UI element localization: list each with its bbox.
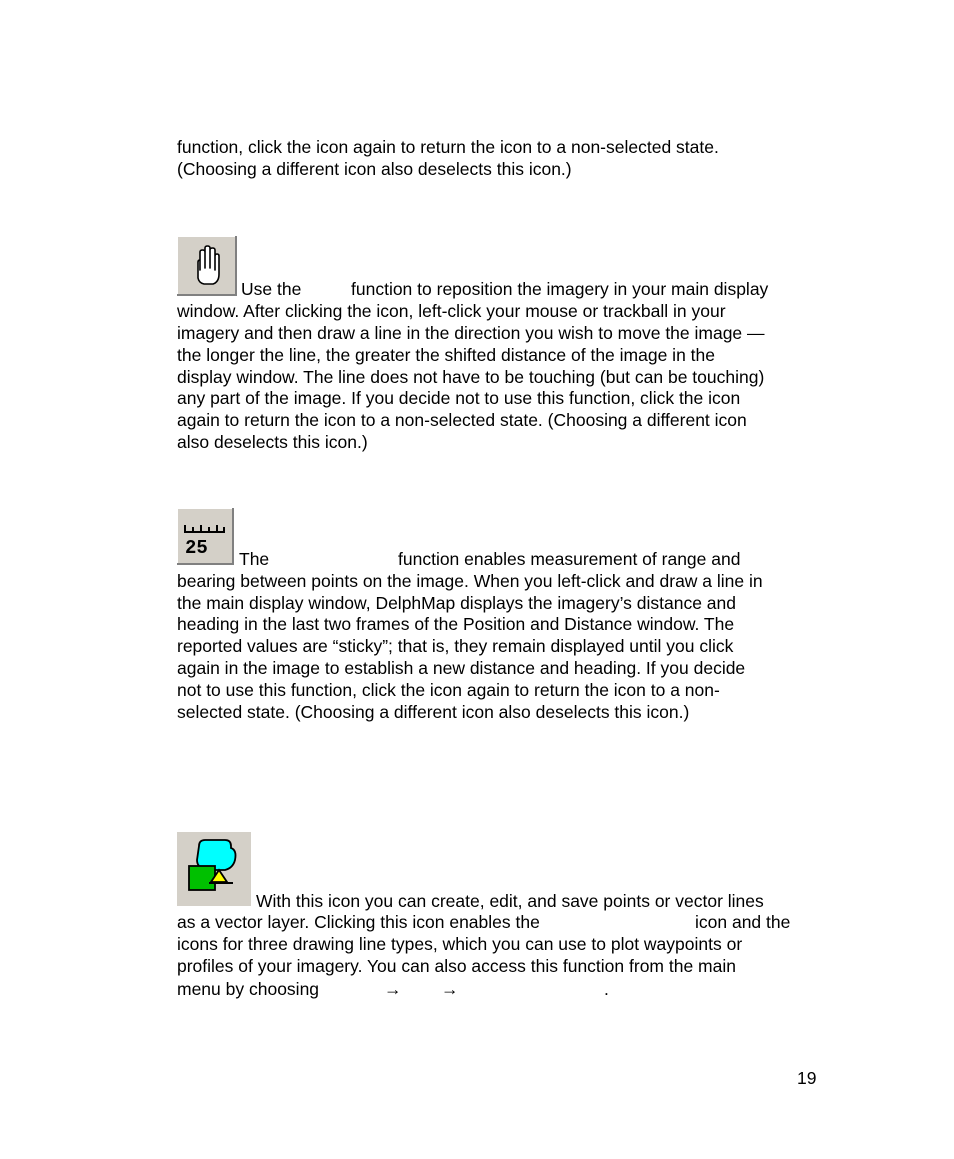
menu-arrow-1: → — [384, 979, 402, 999]
pan-line-3: imagery and then draw a line in the direction you wish to move the image — — [177, 323, 765, 343]
measure-line-6: again in the image to establish a new distance and heading. If you decide — [177, 658, 746, 678]
vector-line-5: menu by choosing — [177, 979, 320, 999]
pan-line-8: also deselects this icon.) — [177, 432, 368, 452]
measure-line-7: not to use this function, click the icon again to return the icon to a non- — [177, 680, 720, 700]
hand-icon — [177, 236, 237, 296]
page-number: 19 — [797, 1068, 817, 1088]
measure-line-8: selected state. (Choosing a different icon also deselects this icon.) — [177, 702, 690, 722]
measure-line-3: the main display window, DelphMap displays the imagery’s distance and — [177, 593, 737, 613]
vector-period: . — [604, 979, 609, 999]
measure-line-5: reported values are “sticky”; that is, they remain displayed until you click — [177, 636, 734, 656]
measure-line-2: bearing between points on the image. When you left-click and draw a line in — [177, 571, 763, 591]
intro-line-2: (Choosing a different icon also deselects this icon.) — [177, 159, 572, 179]
ruler-icon-label: 25 — [185, 537, 208, 559]
vector-line-2b: icon and the — [695, 912, 791, 932]
pan-line-5: display window. The line does not have to be touching (but can be touching) — [177, 367, 765, 387]
ruler-icon — [177, 508, 234, 565]
vector-line-2: as a vector layer. Clicking this icon enables the — [177, 912, 540, 932]
measure-the: The — [239, 549, 270, 569]
vector-line-3: icons for three drawing line types, which you can use to plot waypoints or — [177, 934, 743, 954]
vector-layer-icon — [177, 832, 251, 906]
vector-line-1: With this icon you can create, edit, and save points or vector lines — [256, 891, 764, 911]
measure-line-4: heading in the last two frames of the Position and Distance window. The — [177, 614, 735, 634]
menu-arrow-2: → — [441, 979, 459, 999]
vector-line-4: profiles of your imagery. You can also access this function from the main — [177, 956, 736, 976]
pan-line-4: the longer the line, the greater the shifted distance of the image in the — [177, 345, 715, 365]
intro-line-1: function, click the icon again to return the icon to a non-selected state. — [177, 137, 719, 157]
pan-use-the: Use the — [241, 279, 302, 299]
pan-line-2: window. After clicking the icon, left-click your mouse or trackball in your — [177, 301, 726, 321]
pan-line-6: any part of the image. If you decide not to use this function, click the icon — [177, 388, 741, 408]
pan-line-7: again to return the icon to a non-selected state. (Choosing a different icon — [177, 410, 747, 430]
measure-line-1: function enables measurement of range and — [398, 549, 741, 569]
pan-line-1: function to reposition the imagery in your main display — [351, 279, 769, 299]
